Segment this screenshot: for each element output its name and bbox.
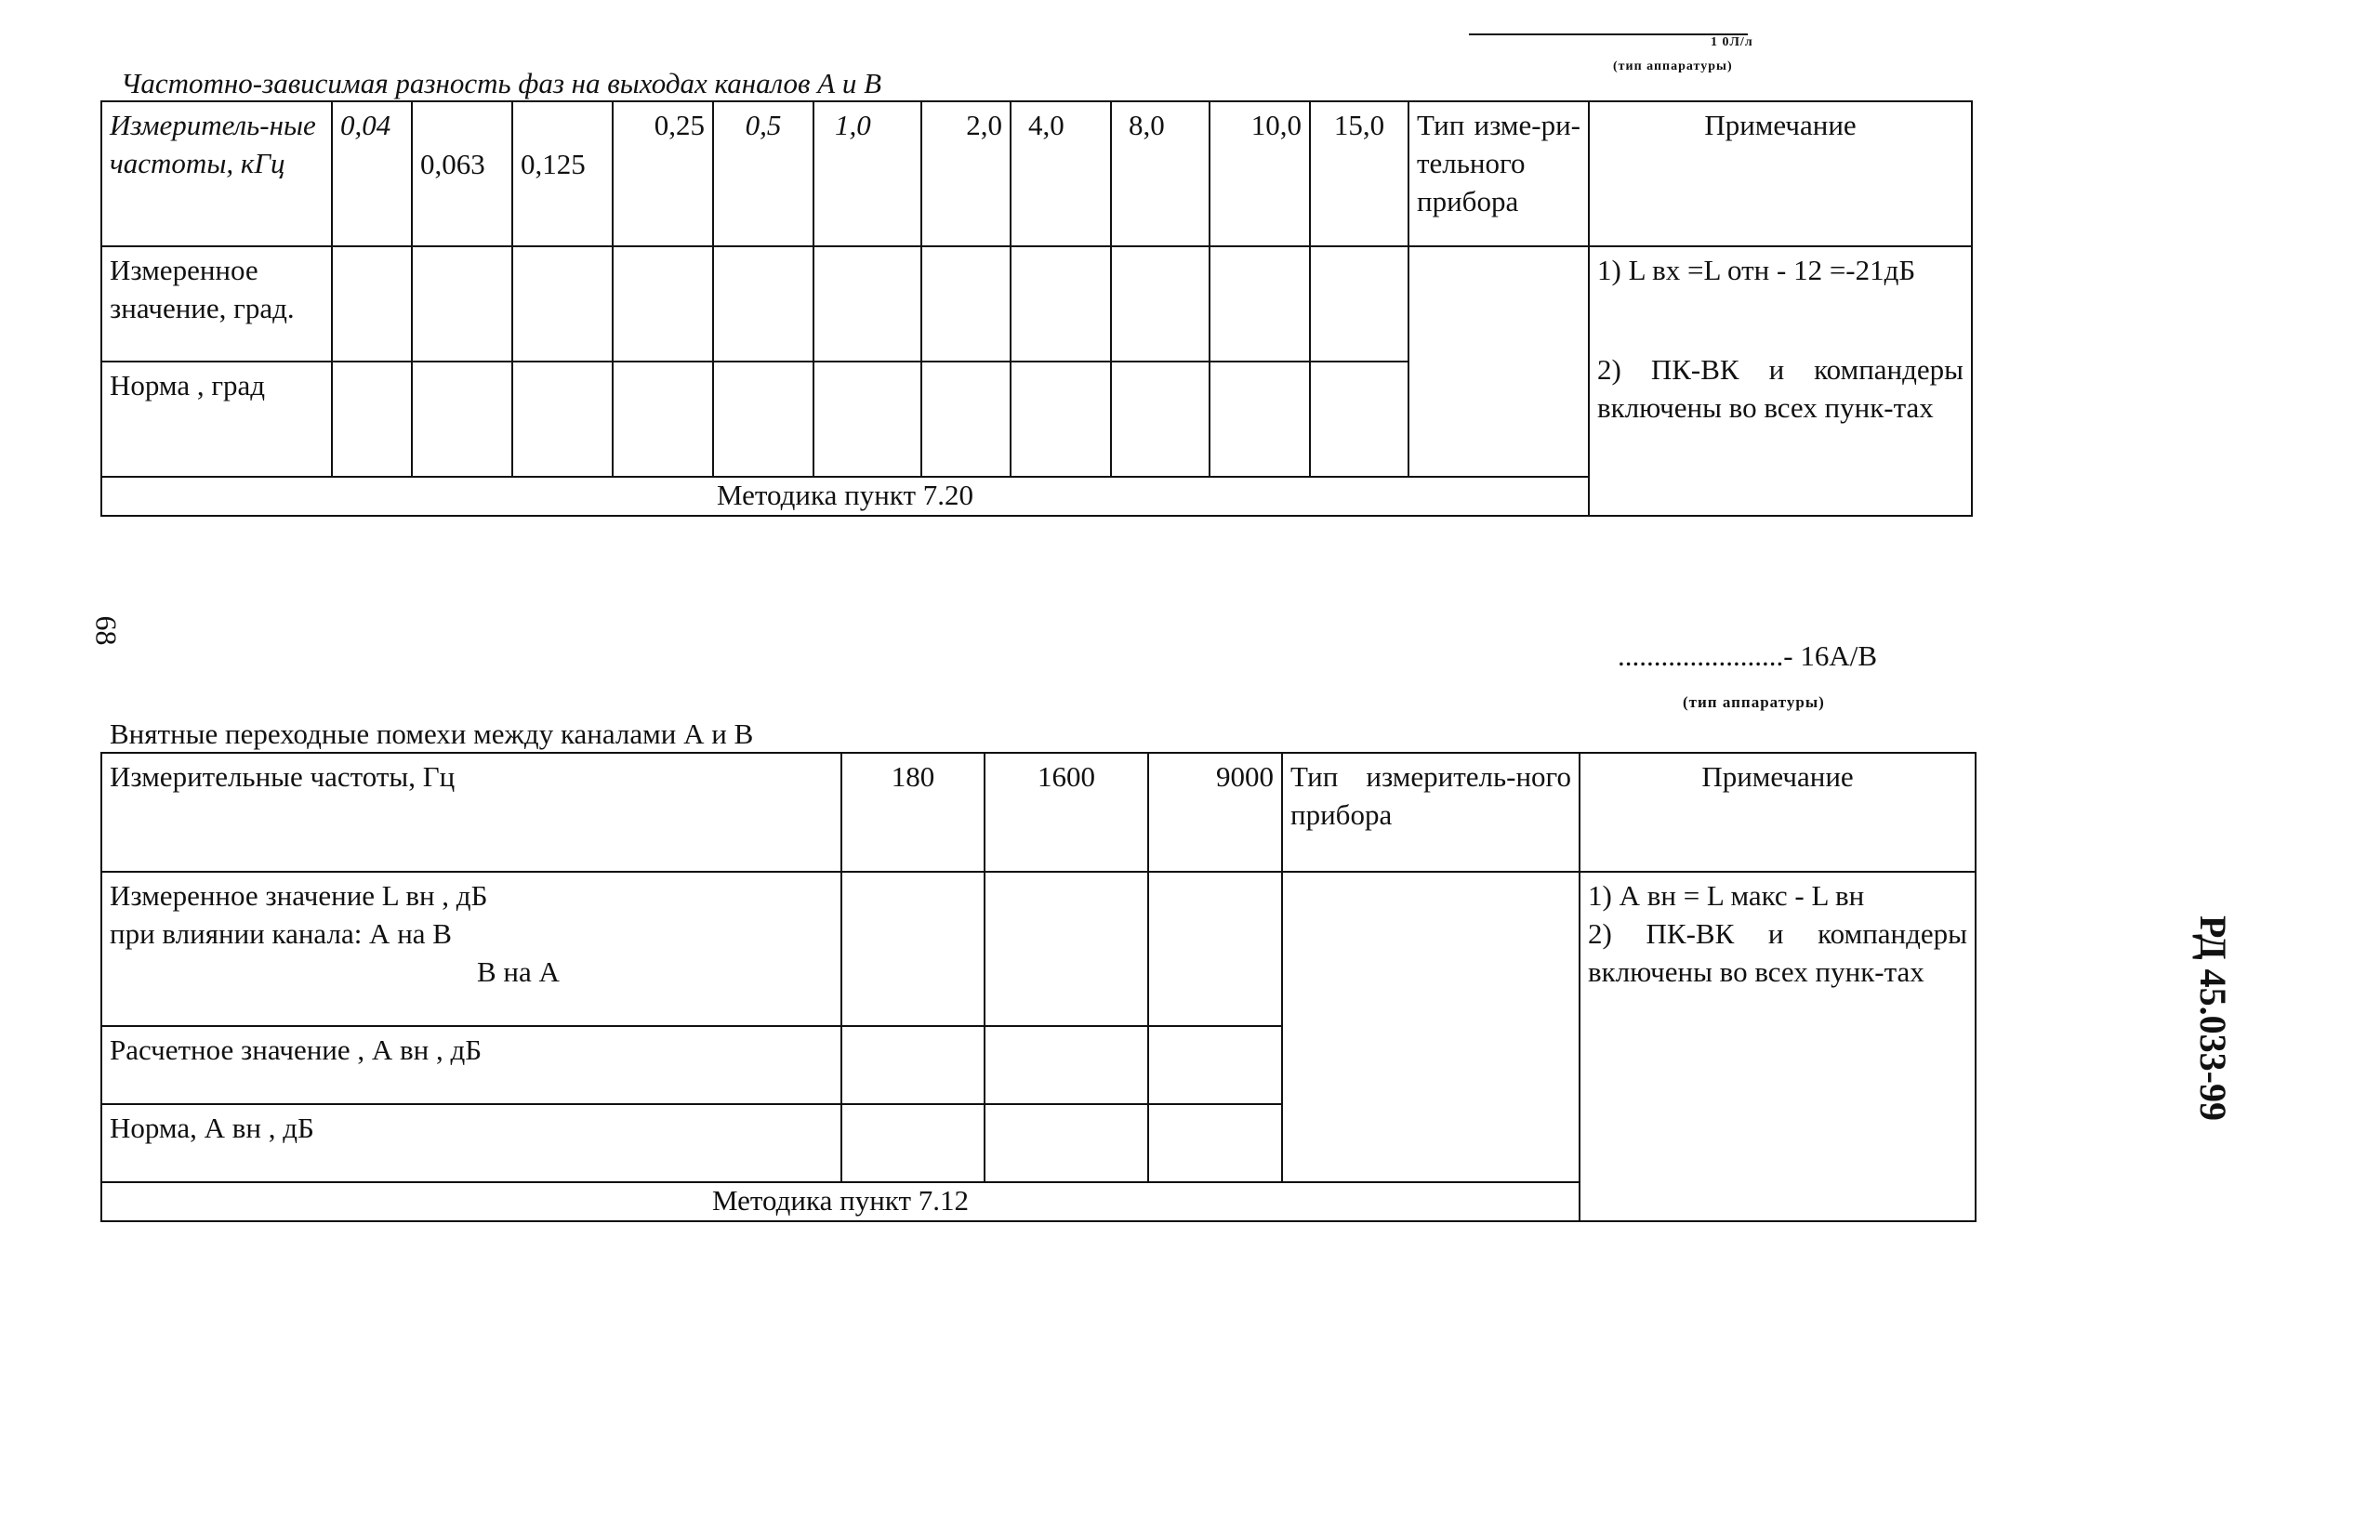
table2-cell: [1148, 1026, 1282, 1104]
table2-row-measured-line3: В на А: [477, 955, 560, 988]
top-equipment-fragment: 1 0Л/л: [1711, 35, 1753, 49]
table2-instrument-header: Тип измеритель-ного прибора: [1282, 753, 1580, 872]
table1-freq-9: 10,0: [1210, 101, 1310, 246]
table2-row-measured-line1: Измеренное значение L вн , дБ: [110, 879, 488, 912]
table1-freq-0: 0,04: [332, 101, 412, 246]
table1-freq-4: 0,5: [713, 101, 813, 246]
table2-note2: 2) ПК-ВК и компандеры включены во всех пунк-тах: [1588, 917, 1967, 988]
table2-method: Методика пункт 7.12: [101, 1182, 1580, 1221]
top-equipment-caption: (тип аппаратуры): [1613, 59, 1733, 73]
table2-cell: [985, 1104, 1148, 1182]
table1-cell: [1310, 362, 1408, 477]
table1-note2: 2) ПК-ВК и компандеры включены во всех пунк-тах: [1597, 353, 1964, 424]
table1-cell: [1111, 362, 1210, 477]
page-number: 68: [89, 615, 124, 646]
table1-instrument-header: Тип изме-ри-тельного прибора: [1408, 101, 1589, 246]
table2-cell: [841, 1026, 985, 1104]
table2-header-label: Измерительные частоты, Гц: [101, 753, 841, 872]
table2-freq-2: 9000: [1148, 753, 1282, 872]
table1-note1: 1) L вх =L отн - 12 =-21дБ: [1597, 254, 1916, 286]
table2-row-norm-label: Норма, А вн , дБ: [101, 1104, 841, 1182]
table1-cell: [613, 246, 713, 362]
table2-freq-1: 1600: [985, 753, 1148, 872]
document-code: РД 45.033-99: [2192, 915, 2234, 1121]
table1-title: Частотно-зависимая разность фаз на выходах каналов А и В: [121, 67, 882, 99]
table1-cell: [412, 246, 512, 362]
table2-instrument-cell: [1282, 872, 1580, 1182]
table1-cell: [332, 362, 412, 477]
table1-cell: [1011, 362, 1111, 477]
table2-row-measured-line2: при влиянии канала: А на В: [110, 917, 452, 950]
table2-cell: [985, 1026, 1148, 1104]
table2-cell: [1148, 872, 1282, 1026]
table1-cell: [921, 246, 1011, 362]
table1-note-header: Примечание: [1589, 101, 1972, 246]
table1-cell: [813, 246, 921, 362]
table1-freq-5: 1,0: [813, 101, 921, 246]
top-equipment-line: [1469, 33, 1748, 35]
table2-note-header: Примечание: [1580, 753, 1976, 872]
table1-freq-10: 15,0: [1310, 101, 1408, 246]
table1-cell: [412, 362, 512, 477]
table1-cell: [713, 362, 813, 477]
table2-note1: 1) А вн = L макс - L вн: [1588, 879, 1865, 912]
table2-equipment-caption: (тип аппаратуры): [1683, 693, 1825, 711]
table1-freq-3: 0,25: [613, 101, 713, 246]
table1-cell: [1111, 246, 1210, 362]
table2-row-measured-label: [101, 872, 841, 1026]
crosstalk-table: [100, 752, 1977, 1222]
table1-cell: [1011, 246, 1111, 362]
table2-title: Внятные переходные помехи между каналами А и В: [110, 717, 754, 750]
table1-cell: [1210, 362, 1310, 477]
table2-cell: [841, 1104, 985, 1182]
table1-cell: [713, 246, 813, 362]
table1-freq-8: 8,0: [1111, 101, 1210, 246]
table2-notes: [1580, 872, 1976, 1221]
table1-cell: [813, 362, 921, 477]
table1-row-norm-label: Норма , град: [101, 362, 332, 477]
table1-cell: [921, 362, 1011, 477]
table1-freq-7: 4,0: [1011, 101, 1111, 246]
table1-cell: [512, 362, 613, 477]
table1-cell: [1310, 246, 1408, 362]
table1-row-measured-label: Измеренное значение, град.: [101, 246, 332, 362]
table2-row-calc-label: Расчетное значение , А вн , дБ: [101, 1026, 841, 1104]
table1-cell: [512, 246, 613, 362]
table1-instrument-cell: [1408, 246, 1589, 477]
table1-cell: [613, 362, 713, 477]
table2-equipment: .......................- 16А/В: [1618, 639, 1877, 672]
table1-freq-2: 0,125: [512, 101, 613, 246]
table1-freq-1: 0,063: [412, 101, 512, 246]
table1-cell: [332, 246, 412, 362]
table1-header-label: Измеритель-ные частоты, кГц: [101, 101, 332, 246]
table2-cell: [841, 872, 985, 1026]
table2-freq-0: 180: [841, 753, 985, 872]
table1-method: Методика пункт 7.20: [101, 477, 1589, 516]
phase-difference-table: [100, 100, 1973, 517]
table1-cell: [1210, 246, 1310, 362]
table1-freq-6: 2,0: [921, 101, 1011, 246]
table1-notes: [1589, 246, 1972, 516]
table2-cell: [985, 872, 1148, 1026]
table2-cell: [1148, 1104, 1282, 1182]
